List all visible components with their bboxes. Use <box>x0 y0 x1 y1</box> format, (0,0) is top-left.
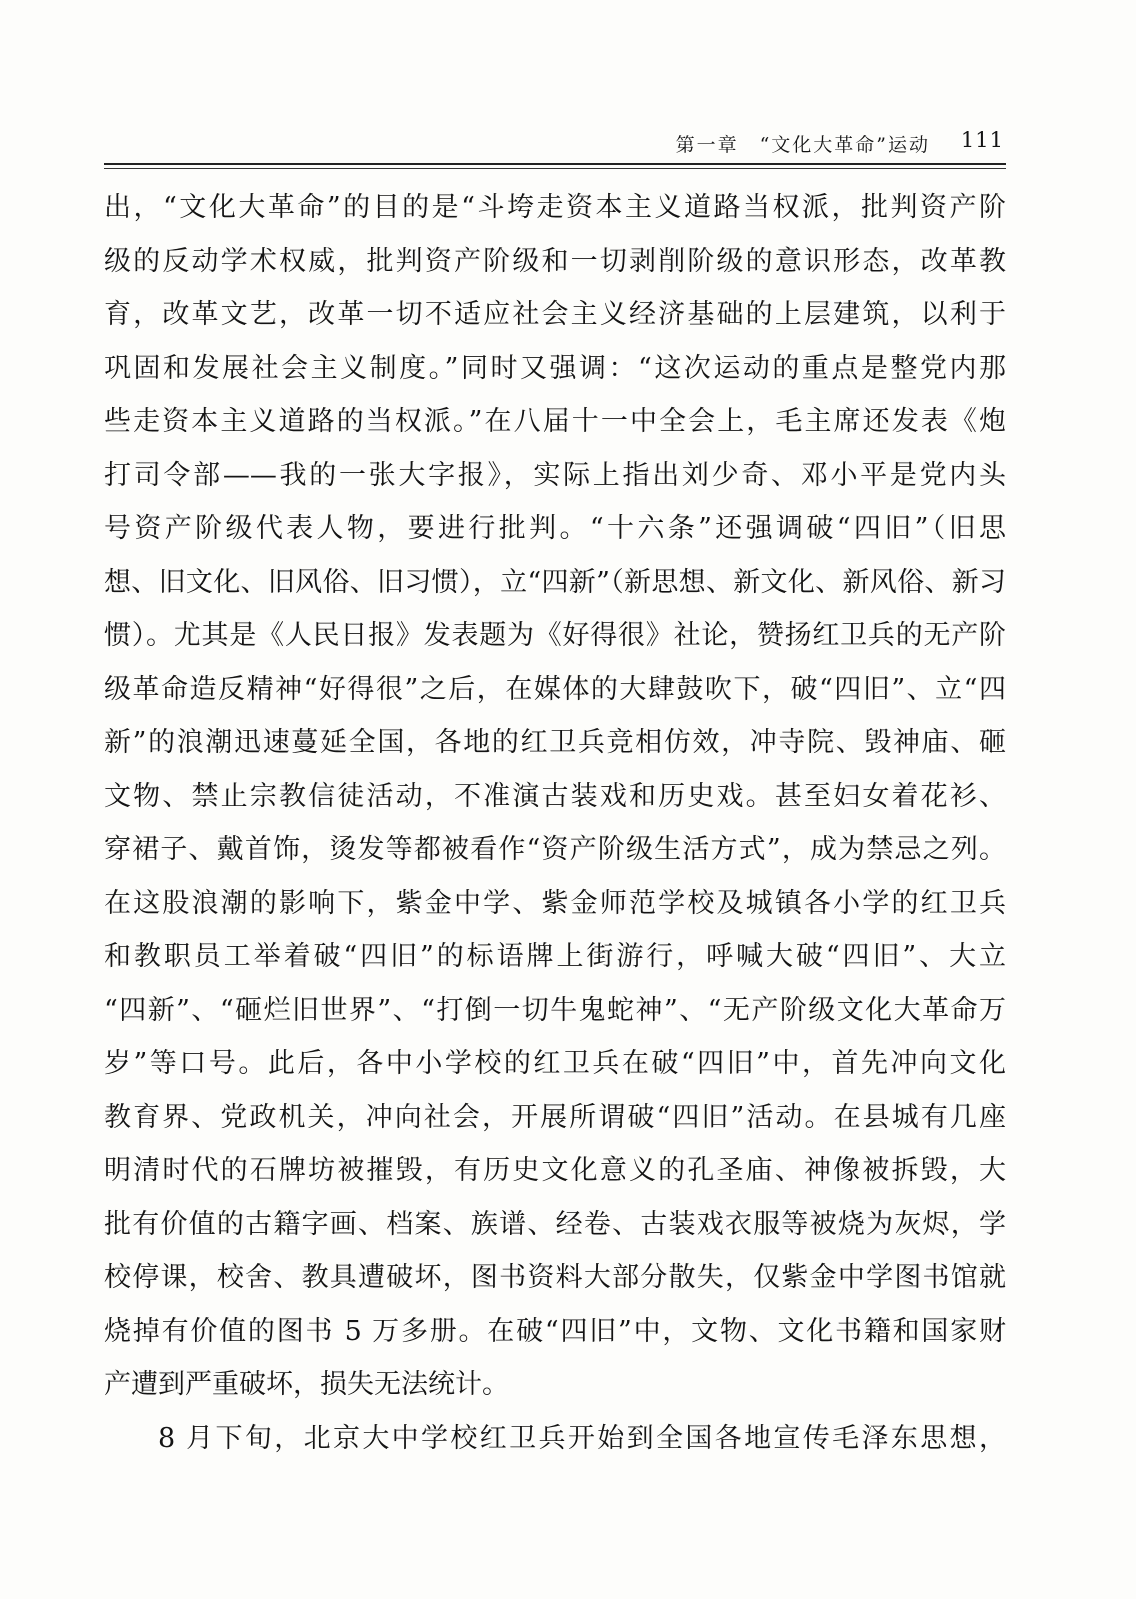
text-line: 批有价值的古籍字画、档案、族谱、经卷、古装戏衣服等被烧为灰烬，学 <box>104 1208 1006 1240</box>
text-line: 和教职员工举着破“四旧”的标语牌上街游行，呼喊大破“四旧”、大立 <box>104 941 1006 972</box>
text-line: 文物、禁止宗教信徒活动，不准演古装戏和历史戏。甚至妇女着花衫、 <box>104 780 1006 812</box>
text-line: 岁”等口号。此后，各中小学校的红卫兵在破“四旧”中，首先冲向文化 <box>104 1048 1006 1079</box>
header-rule-thick <box>104 163 1006 165</box>
chapter-title: 第一章 “文化大革命”运动 <box>675 134 930 156</box>
paragraph-end-line: 产遭到严重破坏，损失无法统计。 <box>104 1369 509 1400</box>
text-line: 些走资本主义道路的当权派。”在八届十一中全会上，毛主席还发表《炮 <box>104 406 1006 437</box>
header-rule-thin <box>104 168 1006 169</box>
text-line: 穿裙子、戴首饰，烫发等都被看作“资产阶级生活方式”，成为禁忌之列。 <box>104 834 1006 865</box>
text-line: 明清时代的石牌坊被摧毁，有历史文化意义的孔圣庙、神像被拆毁，大 <box>104 1155 1006 1186</box>
text-line: 级的反动学术权威，批判资产阶级和一切剥削阶级的意识形态，改革教 <box>104 245 1006 277</box>
text-line: 号资产阶级代表人物，要进行批判。“十六条”还强调破“四旧”（旧思 <box>104 513 1006 544</box>
text-line: 想、旧文化、旧风俗、旧习惯），立“四新”（新思想、新文化、新风俗、新习 <box>104 566 1006 598</box>
text-line: 出，“文化大革命”的目的是“斗垮走资本主义道路当权派，批判资产阶 <box>104 192 1006 223</box>
body-text <box>104 190 1006 1474</box>
text-line: “四新”、“砸烂旧世界”、“打倒一切牛鬼蛇神”、“无产阶级文化大革命万 <box>104 994 1006 1026</box>
paragraph-start-line: 8 月下旬，北京大中学校红卫兵开始到全国各地宣传毛泽东思想， <box>158 1422 1006 1454</box>
text-line: 巩固和发展社会主义制度。”同时又强调：“这次运动的重点是整党内那 <box>104 352 1006 384</box>
text-line: 级革命造反精神“好得很”之后，在媒体的大肆鼓吹下，破“四旧”、立“四 <box>104 673 1006 705</box>
text-line: 烧掉有价值的图书 5 万多册。在破“四旧”中，文物、文化书籍和国家财 <box>104 1315 1006 1347</box>
text-line: 校停课，校舍、教具遭破坏，图书资料大部分散失，仅紫金中学图书馆就 <box>104 1262 1006 1293</box>
text-line: 教育界、党政机关，冲向社会，开展所谓破“四旧”活动。在县城有几座 <box>104 1101 1006 1133</box>
text-line: 育，改革文艺，改革一切不适应社会主义经济基础的上层建筑，以利于 <box>104 299 1006 330</box>
text-line: 在这股浪潮的影响下，紫金中学、紫金师范学校及城镇各小学的红卫兵 <box>104 887 1006 919</box>
page-number: 111 <box>960 128 1004 152</box>
text-line: 新”的浪潮迅速蔓延全国，各地的红卫兵竞相仿效，冲寺院、毁神庙、砸 <box>104 727 1006 758</box>
running-header <box>104 128 1006 162</box>
text-line: 惯）。尤其是《人民日报》发表题为《好得很》社论，赞扬红卫兵的无产阶 <box>104 620 1006 651</box>
text-line: 打司令部——我的一张大字报》，实际上指出刘少奇、邓小平是党内头 <box>104 459 1006 491</box>
